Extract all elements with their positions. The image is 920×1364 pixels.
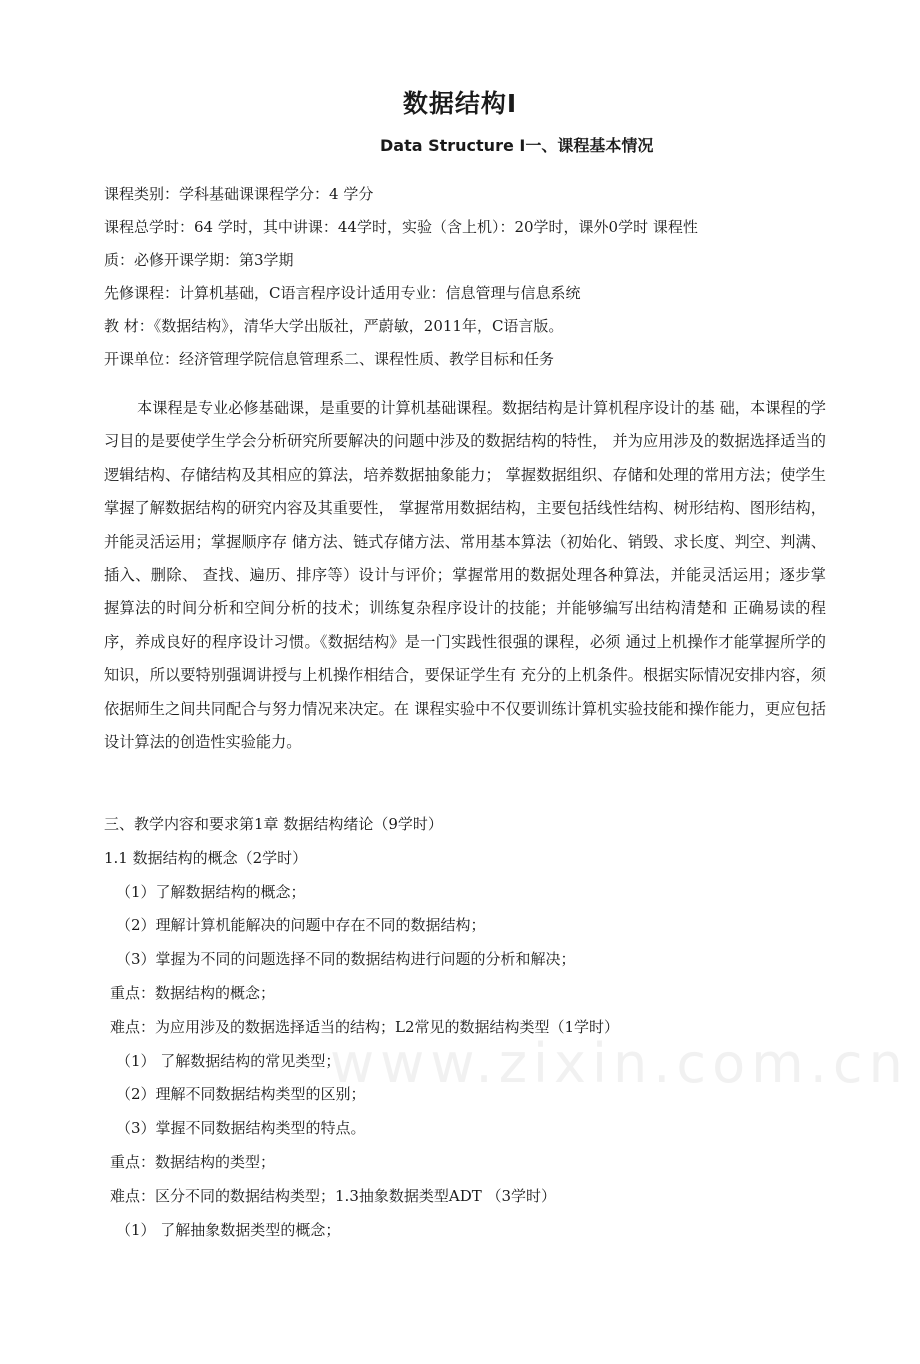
- section-heading: 1.1 数据结构的概念（2学时）: [104, 848, 308, 867]
- key-point: 重点：数据结构的概念；: [110, 983, 276, 1002]
- course-info-line: 课程总学时：64 学时，其中讲课：44学时，实验（含上机）：20学时，课外0学时 课程性: [104, 218, 698, 236]
- outline-item: （3）掌握不同数据结构类型的特点。: [116, 1119, 366, 1138]
- course-info-line: 先修课程：计算机基础，C语言程序设计适用专业：信息管理与信息系统: [104, 284, 581, 302]
- outline-item: （2）理解不同数据结构类型的区别；: [116, 1085, 366, 1104]
- watermark: www.zixin.com.cn: [330, 1032, 909, 1095]
- course-description-paragraph: 本课程是专业必修基础课，是重要的计算机基础课程。数据结构是计算机程序设计的基 础，本课程的学习目的是要使学生学会分析研究所要解决的问题中涉及的数据结构的特性， 并为应用涉及的数据选择适当的逻辑结构、存储结构及其相应的算法，培养数据抽象能力； 掌握数据组织、存储和处理的常用方法；使学生掌握了解数据结构的研究内容及其重要性， 掌握常用数据结构，主要包括线性结构、树形结构、图形结构，并能灵活运用；掌握顺序存 储方法、链式存储方法、常用基本算法（初始化、销毁、求长度、判空、判满、插入、删除、 查找、遍历、排序等）设计与评价；掌握常用的数据处理各种算法，并能灵活运用；逐步掌 握算法的时间分析和空间分析的技术；训练复杂程序设计的技能；并能够编写出结构清楚和 正确易读的程序，养成良好的程序设计习惯。《数据结构》是一门实践性很强的课程，必须 通过上机操作才能掌握所学的知识，所以要特别强调讲授与上机操作相结合，要保证学生有 充分的上机条件。根据实际情况安排内容，须依据师生之间共同配合与努力情况来决定。在 课程实验中不仅要训练计算机实验技能和操作能力，更应包括设计算法的创造性实验能力。: [104, 399, 826, 752]
- course-info-line: 课程类别：学科基础课课程学分：4 学分: [104, 185, 374, 203]
- course-info-line: 质：必修开课学期：第3学期: [104, 251, 294, 269]
- course-info-line: 开课单位：经济管理学院信息管理系二、课程性质、教学目标和任务: [104, 350, 555, 368]
- outline-item: （2）理解计算机能解决的问题中存在不同的数据结构；: [116, 916, 486, 935]
- difficulty-point: 难点：区分不同的数据结构类型；1.3抽象数据类型ADT （3学时）: [110, 1186, 557, 1205]
- chapter-heading: 三、教学内容和要求第1章 数据结构绪论（9学时）: [104, 815, 443, 833]
- outline-item: （1） 了解数据结构的常见类型；: [116, 1051, 341, 1070]
- course-info-line: 教 材：《数据结构》，清华大学出版社，严蔚敏，2011年，C语言版。: [104, 317, 564, 335]
- document-subtitle: Data Structure I一、课程基本情况: [380, 136, 654, 155]
- document-title: 数据结构Ⅰ: [402, 89, 518, 118]
- key-point: 重点：数据结构的类型；: [110, 1152, 276, 1171]
- course-info-block: [104, 178, 824, 376]
- outline-item: （1） 了解抽象数据类型的概念；: [116, 1220, 341, 1239]
- teaching-content-outline: [104, 808, 824, 1247]
- outline-item: （1）了解数据结构的概念；: [116, 882, 306, 901]
- outline-item: （3）掌握为不同的问题选择不同的数据结构进行问题的分析和解决；: [116, 950, 576, 969]
- difficulty-point: 难点：为应用涉及的数据选择适当的结构；L2常见的数据结构类型（1学时）: [110, 1017, 620, 1036]
